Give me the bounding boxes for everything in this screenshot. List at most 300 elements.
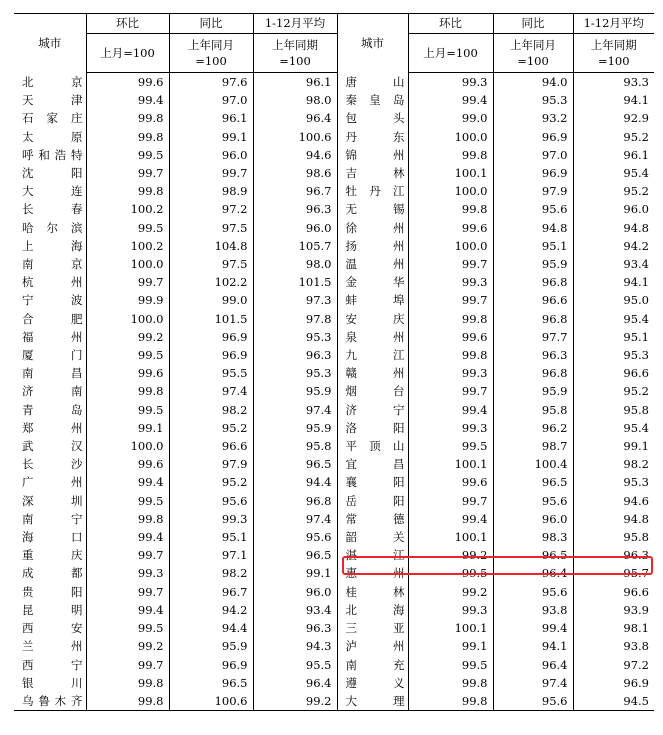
yoy-value: 97.1 [169,546,253,564]
city-name: 杭州 [22,275,83,290]
city-name: 北京 [22,74,83,89]
table-row [14,164,654,182]
yoy-value: 96.4 [493,564,573,582]
city-name: 上海 [22,238,83,253]
city-name: 太原 [22,129,83,144]
mom-value: 99.5 [86,492,169,510]
city-name: 哈尔滨 [22,220,83,235]
avg-value: 96.5 [253,455,337,473]
table-row [14,146,654,164]
yoy-value: 95.1 [169,528,253,546]
city-name: 呼和浩特 [22,147,83,162]
table-row [14,583,654,601]
yoy-value: 99.3 [169,510,253,528]
mom-value: 99.8 [86,109,169,127]
mom-value: 100.0 [408,237,493,255]
city-name: 常德 [337,510,408,528]
mom-value: 99.7 [86,546,169,564]
city-name: 南宁 [22,511,83,526]
city-name: 乌鲁木齐 [14,692,86,711]
mom-value: 99.5 [86,146,169,164]
header-row-2 [14,34,654,73]
yoy-value: 99.1 [169,128,253,146]
city-header-left: 城市 [14,14,86,73]
mom-value: 99.6 [86,455,169,473]
yoy-value: 97.4 [169,382,253,400]
city-name: 南昌 [22,366,83,381]
mom-value: 99.5 [408,437,493,455]
city-name: 无锡 [337,200,408,218]
avg-value: 95.5 [253,656,337,674]
avg-value: 101.5 [253,273,337,291]
table-row [14,109,654,127]
avg-value: 96.3 [253,619,337,637]
table-row [14,656,654,674]
yoy-value: 95.6 [493,200,573,218]
yoy-value: 95.8 [493,401,573,419]
yoy-value: 95.6 [493,583,573,601]
mom-value: 100.1 [408,619,493,637]
table-row [14,73,654,92]
mom-value: 99.3 [408,364,493,382]
avg-value: 95.6 [253,528,337,546]
mom-value: 99.6 [408,328,493,346]
yoy-value: 96.9 [493,164,573,182]
mom-value: 99.3 [408,273,493,291]
avg-base-left: 上年同期 =100 [253,34,337,73]
city-name: 徐州 [337,219,408,237]
table-row [14,674,654,692]
table-row [14,528,654,546]
city-name: 韶关 [337,528,408,546]
avg-value: 95.2 [573,382,654,400]
table-row [14,382,654,400]
mom-value: 99.3 [408,419,493,437]
avg-value: 96.3 [253,200,337,218]
yoy-value: 95.2 [169,473,253,491]
avg-value: 94.6 [253,146,337,164]
city-name: 成都 [22,566,83,581]
yoy-value: 97.5 [169,219,253,237]
mom-value: 99.8 [408,200,493,218]
mom-value: 99.5 [408,656,493,674]
table-row [14,473,654,491]
mom-header-left: 环比 [86,14,169,34]
avg-value: 95.8 [573,528,654,546]
mom-value: 99.7 [408,382,493,400]
mom-value: 99.2 [86,637,169,655]
mom-value: 99.9 [86,291,169,309]
city-name: 唐山 [337,73,408,92]
avg-value: 96.4 [253,109,337,127]
yoy-value: 99.0 [169,291,253,309]
yoy-value: 96.6 [169,437,253,455]
avg-value: 94.8 [573,219,654,237]
city-name: 兰州 [22,639,83,654]
table-row [14,182,654,200]
avg-value: 96.5 [253,546,337,564]
city-name: 宜昌 [337,455,408,473]
city-name: 遵义 [337,674,408,692]
avg-value: 96.4 [253,674,337,692]
avg-value: 94.5 [573,692,654,711]
city-name: 安庆 [337,310,408,328]
yoy-value: 99.7 [169,164,253,182]
avg-header-right: 1-12月平均 [573,14,654,34]
yoy-value: 96.9 [169,656,253,674]
city-name: 青岛 [22,402,83,417]
avg-value: 93.4 [253,601,337,619]
yoy-value: 95.6 [493,692,573,711]
city-name: 郑州 [22,420,83,435]
avg-value: 97.3 [253,291,337,309]
yoy-value: 96.2 [493,419,573,437]
city-name: 牡丹江 [337,182,408,200]
yoy-value: 102.2 [169,273,253,291]
city-name: 赣州 [337,364,408,382]
avg-value: 96.7 [253,182,337,200]
yoy-value: 98.9 [169,182,253,200]
mom-value: 99.5 [86,346,169,364]
yoy-value: 101.5 [169,310,253,328]
mom-value: 100.2 [86,237,169,255]
mom-value: 99.8 [86,510,169,528]
avg-value: 95.4 [573,419,654,437]
yoy-value: 96.6 [493,291,573,309]
city-name: 泉州 [337,328,408,346]
yoy-value: 96.5 [493,473,573,491]
mom-value: 99.1 [86,419,169,437]
avg-value: 96.3 [573,546,654,564]
yoy-value: 98.3 [493,528,573,546]
table-row [14,91,654,109]
avg-value: 97.8 [253,310,337,328]
avg-value: 96.0 [573,200,654,218]
yoy-header-left: 同比 [169,14,253,34]
yoy-value: 97.0 [169,91,253,109]
avg-value: 98.6 [253,164,337,182]
yoy-value: 96.8 [493,310,573,328]
city-name: 九江 [337,346,408,364]
city-name: 南京 [22,257,83,272]
yoy-value: 97.5 [169,255,253,273]
avg-value: 94.1 [573,91,654,109]
city-name: 深圳 [22,493,83,508]
avg-value: 98.0 [253,91,337,109]
table-row [14,364,654,382]
mom-value: 99.4 [408,91,493,109]
avg-value: 99.2 [253,692,337,711]
yoy-value: 97.9 [169,455,253,473]
yoy-value: 94.8 [493,219,573,237]
yoy-value: 97.0 [493,146,573,164]
mom-value: 99.7 [408,255,493,273]
city-name: 沈阳 [22,166,83,181]
mom-value: 100.0 [86,255,169,273]
yoy-value: 93.8 [493,601,573,619]
table-row [14,346,654,364]
avg-value: 96.0 [253,219,337,237]
avg-value: 98.1 [573,619,654,637]
city-name: 包头 [337,109,408,127]
mom-value: 99.7 [86,583,169,601]
avg-header-left: 1-12月平均 [253,14,337,34]
city-name: 贵阳 [22,584,83,599]
mom-value: 99.5 [86,401,169,419]
avg-value: 94.3 [253,637,337,655]
yoy-value: 100.6 [169,692,253,711]
city-name: 丹东 [337,128,408,146]
mom-value: 99.7 [86,164,169,182]
avg-value: 99.1 [253,564,337,582]
mom-value: 99.4 [86,601,169,619]
yoy-value: 97.6 [169,73,253,92]
yoy-value: 95.5 [169,364,253,382]
yoy-value: 96.8 [493,364,573,382]
city-name: 南充 [337,656,408,674]
mom-value: 100.1 [408,164,493,182]
mom-value: 99.6 [408,473,493,491]
yoy-value: 94.1 [493,637,573,655]
mom-value: 99.5 [86,219,169,237]
city-name: 桂林 [337,583,408,601]
city-name: 海口 [22,530,83,545]
yoy-value: 94.4 [169,619,253,637]
mom-value: 99.8 [408,310,493,328]
mom-value: 99.2 [408,583,493,601]
avg-value: 96.1 [573,146,654,164]
city-name: 三亚 [337,619,408,637]
table-body [14,73,654,711]
avg-value: 98.0 [253,255,337,273]
yoy-value: 95.3 [493,91,573,109]
yoy-value: 96.3 [493,346,573,364]
yoy-value: 97.2 [169,200,253,218]
avg-value: 99.1 [573,437,654,455]
yoy-base-right: 上年同月 =100 [493,34,573,73]
mom-value: 99.8 [408,692,493,711]
mom-value: 100.2 [86,200,169,218]
yoy-value: 93.2 [493,109,573,127]
price-index-table-wrap [14,13,654,711]
mom-value: 99.5 [408,564,493,582]
mom-value: 99.1 [408,637,493,655]
avg-value: 98.2 [573,455,654,473]
mom-value: 100.0 [86,437,169,455]
table-row [14,291,654,309]
mom-value: 99.4 [408,401,493,419]
mom-value: 99.0 [408,109,493,127]
avg-value: 95.8 [573,401,654,419]
city-name: 西宁 [22,657,83,672]
mom-value: 100.0 [408,128,493,146]
city-name: 金华 [337,273,408,291]
yoy-value: 97.9 [493,182,573,200]
table-row [14,601,654,619]
city-name: 银川 [22,675,83,690]
table-row [14,255,654,273]
mom-base-left: 上月=100 [86,34,169,73]
table-row [14,437,654,455]
avg-value: 94.6 [573,492,654,510]
city-name: 北海 [337,601,408,619]
city-name: 天津 [22,93,83,108]
mom-value: 99.7 [408,492,493,510]
avg-value: 97.2 [573,656,654,674]
city-name: 广州 [22,475,83,490]
table-row [14,419,654,437]
yoy-value: 100.4 [493,455,573,473]
yoy-value: 96.0 [493,510,573,528]
avg-value: 94.2 [573,237,654,255]
mom-value: 99.8 [408,346,493,364]
mom-value: 99.2 [86,328,169,346]
yoy-value: 95.9 [493,382,573,400]
mom-value: 99.7 [408,291,493,309]
avg-value: 95.3 [573,473,654,491]
city-name: 吉林 [337,164,408,182]
avg-value: 93.4 [573,255,654,273]
table-row [14,492,654,510]
city-name: 大理 [337,692,408,711]
yoy-value: 95.9 [169,637,253,655]
yoy-value: 96.5 [493,546,573,564]
yoy-value: 96.9 [169,346,253,364]
table-row [14,128,654,146]
yoy-value: 95.6 [493,492,573,510]
mom-value: 99.8 [408,674,493,692]
mom-base-right: 上月=100 [408,34,493,73]
mom-value: 100.0 [86,310,169,328]
table-row [14,328,654,346]
avg-value: 95.4 [573,164,654,182]
yoy-value: 98.2 [169,401,253,419]
highlight-box [342,556,653,575]
avg-value: 95.4 [573,310,654,328]
yoy-value: 95.1 [493,237,573,255]
yoy-value: 96.8 [493,273,573,291]
mom-value: 99.8 [86,182,169,200]
avg-value: 95.8 [253,437,337,455]
yoy-value: 96.4 [493,656,573,674]
avg-value: 94.4 [253,473,337,491]
mom-value: 99.3 [408,601,493,619]
yoy-value: 95.9 [493,255,573,273]
mom-value: 99.7 [86,273,169,291]
avg-value: 93.8 [573,637,654,655]
yoy-value: 97.4 [493,674,573,692]
mom-value: 100.1 [408,455,493,473]
yoy-value: 96.5 [169,674,253,692]
avg-value: 95.0 [573,291,654,309]
avg-value: 92.9 [573,109,654,127]
yoy-value: 96.1 [169,109,253,127]
avg-value: 97.4 [253,510,337,528]
table-row [14,619,654,637]
mom-value: 99.3 [408,73,493,92]
yoy-base-left: 上年同月 =100 [169,34,253,73]
table-row [14,310,654,328]
avg-value: 96.6 [573,364,654,382]
mom-value: 99.6 [86,364,169,382]
yoy-header-right: 同比 [493,14,573,34]
city-name: 济南 [22,384,83,399]
table-row [14,219,654,237]
avg-value: 96.1 [253,73,337,92]
city-name: 泸州 [337,637,408,655]
city-name: 蚌埠 [337,291,408,309]
yoy-value: 94.2 [169,601,253,619]
avg-value: 94.8 [573,510,654,528]
avg-value: 94.1 [573,273,654,291]
yoy-value: 95.6 [169,492,253,510]
yoy-value: 96.9 [493,128,573,146]
city-name: 平顶山 [337,437,408,455]
avg-value: 95.9 [253,382,337,400]
yoy-value: 98.2 [169,564,253,582]
city-name: 惠州 [337,564,408,582]
yoy-value: 96.0 [169,146,253,164]
city-name: 福州 [22,329,83,344]
city-name: 长春 [22,202,83,217]
yoy-value: 98.7 [493,437,573,455]
city-name: 长沙 [22,457,83,472]
avg-value: 95.9 [253,419,337,437]
avg-value: 95.3 [253,364,337,382]
table-row [14,273,654,291]
city-name: 洛阳 [337,419,408,437]
city-name: 湛江 [337,546,408,564]
city-name: 宁波 [22,293,83,308]
avg-value: 96.3 [253,346,337,364]
mom-value: 99.4 [86,528,169,546]
city-name: 扬州 [337,237,408,255]
city-name: 重庆 [22,548,83,563]
avg-value: 105.7 [253,237,337,255]
table-row [14,200,654,218]
yoy-value: 95.2 [169,419,253,437]
table-row [14,510,654,528]
city-name: 西安 [22,621,83,636]
avg-value: 96.8 [253,492,337,510]
mom-value: 100.0 [408,182,493,200]
table-row [14,692,654,711]
price-index-table [14,13,654,711]
city-name: 岳阳 [337,492,408,510]
avg-value: 93.9 [573,601,654,619]
mom-value: 99.6 [408,219,493,237]
city-name: 济宁 [337,401,408,419]
avg-value: 96.6 [573,583,654,601]
city-name: 昆明 [22,602,83,617]
avg-base-right: 上年同期 =100 [573,34,654,73]
city-name: 襄阳 [337,473,408,491]
yoy-value: 96.7 [169,583,253,601]
mom-value: 99.4 [86,91,169,109]
avg-value: 95.3 [573,346,654,364]
avg-value: 93.3 [573,73,654,92]
mom-value: 99.8 [86,692,169,711]
city-name: 烟台 [337,382,408,400]
yoy-value: 104.8 [169,237,253,255]
city-name: 大连 [22,184,83,199]
mom-value: 99.3 [86,564,169,582]
mom-value: 99.4 [408,510,493,528]
header-row-1 [14,14,654,34]
yoy-value: 97.7 [493,328,573,346]
yoy-value: 96.9 [169,328,253,346]
table-row [14,237,654,255]
